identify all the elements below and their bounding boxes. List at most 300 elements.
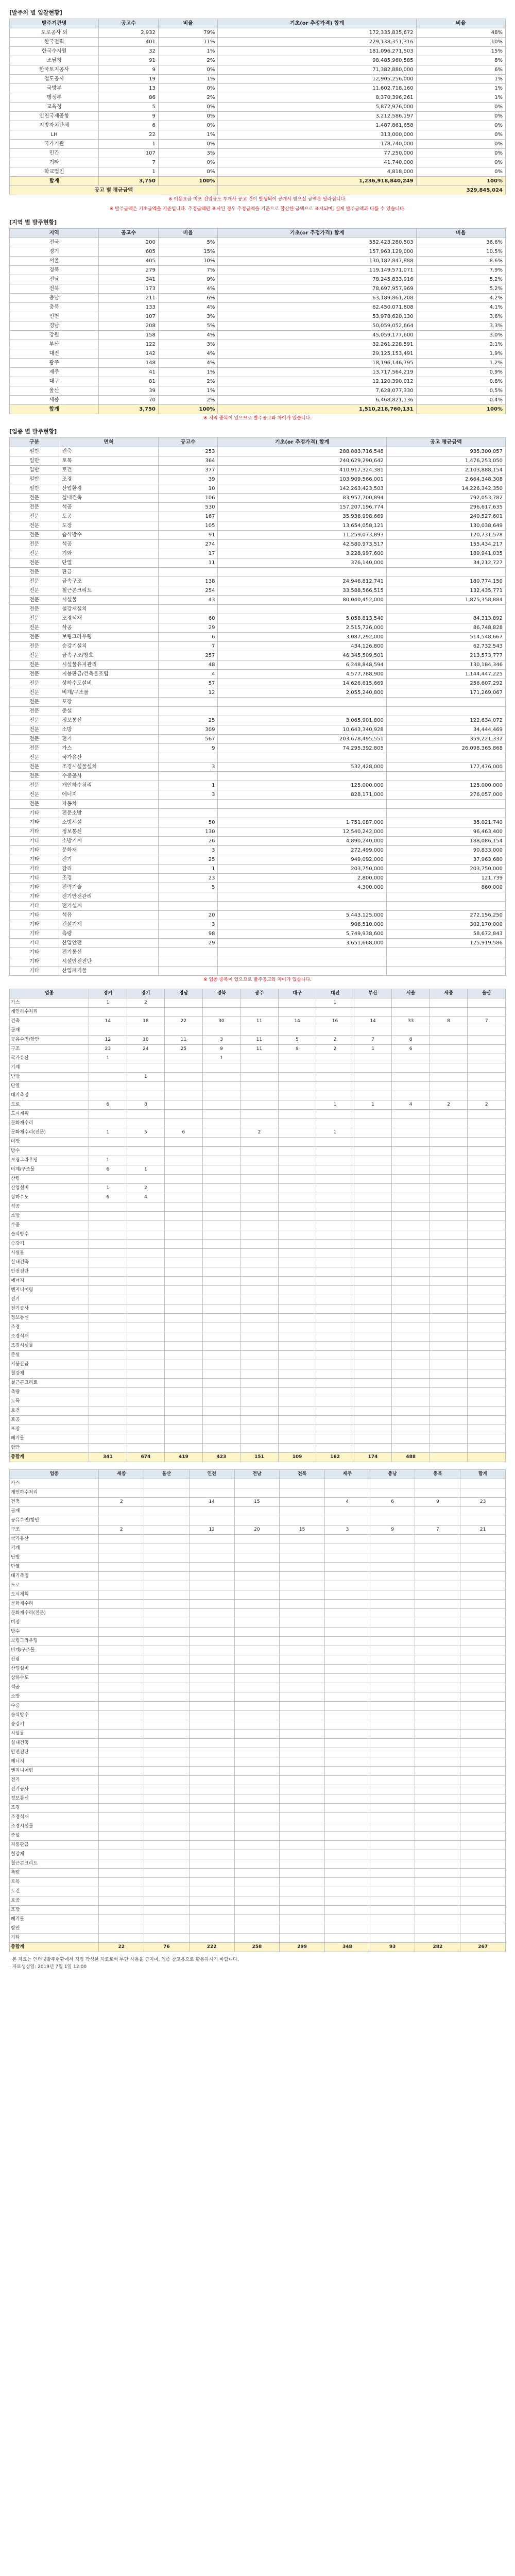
sec5-cell <box>234 1683 280 1692</box>
sec2-cell: 53,978,620,130 <box>218 312 416 321</box>
sec5-cell <box>99 1896 144 1906</box>
sec5-cell <box>280 1841 325 1850</box>
sec2-table-row <box>10 386 506 396</box>
sec4-cell <box>278 1054 316 1063</box>
sec4-cell <box>241 1026 279 1036</box>
sec4-cell <box>165 1369 203 1379</box>
sec5-cell <box>99 1794 144 1804</box>
sec4-cell <box>278 1110 316 1119</box>
sec3-cell: 1 <box>158 781 218 790</box>
sec5-cell <box>280 1535 325 1544</box>
sec4-cell: 측량 <box>10 1388 89 1397</box>
sec5-cell <box>280 1896 325 1906</box>
sec5-cell <box>460 1850 506 1859</box>
sec5-cell: 문화재수리(전문) <box>10 1609 99 1618</box>
sec4-cell <box>165 1054 203 1063</box>
sec5-cell <box>189 1609 234 1618</box>
sec4-cell <box>127 1425 165 1434</box>
sec2-cell: 41 <box>99 368 159 377</box>
sec4-cell <box>316 1221 354 1230</box>
sec5-cell <box>144 1878 190 1887</box>
sec4-cell <box>202 1314 241 1323</box>
sec2-cell: 충남 <box>10 294 99 303</box>
sec4-cell <box>165 1110 203 1119</box>
sec5-cell <box>144 1544 190 1553</box>
sec4-cell: 6 <box>89 1193 127 1202</box>
sec5-table-row <box>10 1850 506 1859</box>
sec4-cell <box>165 1379 203 1388</box>
sec4-cell <box>89 1073 127 1082</box>
sec3-cell: 시설물 <box>59 596 159 605</box>
sec5-cell <box>234 1822 280 1832</box>
sec5-cell <box>280 1572 325 1581</box>
sec5-cell <box>189 1804 234 1813</box>
sec5-table-row <box>10 1748 506 1757</box>
sec5-cell <box>460 1878 506 1887</box>
sec5-cell <box>370 1637 415 1646</box>
sec5-cell: 76 <box>144 1943 190 1952</box>
sec4-cell <box>278 1388 316 1397</box>
sec4-cell <box>468 1036 506 1045</box>
sec5-cell <box>99 1665 144 1674</box>
sec3-cell: 288,883,716,548 <box>218 447 386 456</box>
sec4-cell: 341 <box>89 1453 127 1462</box>
sec5-cell <box>370 1822 415 1832</box>
sec2-table <box>9 228 506 414</box>
sec5-cell: 수중 <box>10 1702 99 1711</box>
sec4-cell <box>430 1221 468 1230</box>
sec4-cell <box>354 1416 392 1425</box>
sec2-cell: 3.3% <box>416 321 505 331</box>
sec3-table-row <box>10 558 506 568</box>
sec4-cell <box>392 1277 430 1286</box>
sec1-cell: 국방부 <box>10 84 99 93</box>
sec5-table-row <box>10 1646 506 1655</box>
sec3-cell: 전문 <box>10 698 59 707</box>
sec1-cell: 2% <box>158 93 218 103</box>
sec4-cell <box>354 1249 392 1258</box>
sec3-cell <box>386 772 505 781</box>
sec5-cell <box>415 1794 460 1804</box>
sec4-cell: 총합계 <box>10 1453 89 1462</box>
sec3-cell: 기타 <box>10 818 59 827</box>
sec4-cell <box>241 1073 279 1082</box>
sec3-cell: 5 <box>158 883 218 892</box>
sec1-cell: 181,096,271,503 <box>218 47 416 56</box>
sec5-cell <box>460 1748 506 1757</box>
sec4-cell: 2 <box>468 1100 506 1110</box>
sec2-cell: 3% <box>158 340 218 349</box>
sec2-cell: 279 <box>99 266 159 275</box>
sec3-cell: 전력기술 <box>59 883 159 892</box>
sec4-cell <box>316 1156 354 1165</box>
sec5-cell <box>460 1544 506 1553</box>
sec4-cell <box>354 1193 392 1202</box>
sec4-cell <box>316 1230 354 1240</box>
sec5-cell <box>280 1730 325 1739</box>
sec2-cell: 157,963,129,000 <box>218 247 416 257</box>
sec1-cell: 0% <box>158 121 218 130</box>
sec5-cell <box>460 1692 506 1702</box>
sec4-cell <box>278 1165 316 1175</box>
sec4-cell <box>127 1230 165 1240</box>
sec5-cell <box>144 1794 190 1804</box>
sec5-cell <box>370 1581 415 1590</box>
sec5-cell: 299 <box>280 1943 325 1952</box>
sec3-cell: 2,664,348,308 <box>386 475 505 484</box>
sec4-cell <box>392 1221 430 1230</box>
sec4-cell <box>354 1165 392 1175</box>
sec5-cell <box>99 1553 144 1563</box>
sec2-cell: 0.4% <box>416 396 505 405</box>
sec1-cell: 32 <box>99 47 159 56</box>
sec5-header-3: 인천 <box>189 1470 234 1479</box>
sec4-cell <box>89 1212 127 1221</box>
sec4-cell <box>165 1156 203 1165</box>
sec4-cell <box>127 1221 165 1230</box>
sec2-cell: 50,059,052,664 <box>218 321 416 331</box>
sec5-cell <box>234 1794 280 1804</box>
sec5-cell <box>280 1655 325 1665</box>
sec5-cell <box>325 1535 370 1544</box>
sec5-cell <box>234 1646 280 1655</box>
sec5-cell <box>280 1804 325 1813</box>
sec4-cell <box>127 1138 165 1147</box>
sec4-cell <box>127 1054 165 1063</box>
sec5-cell <box>325 1906 370 1915</box>
sec1-table-row <box>10 93 506 103</box>
sec5-cell <box>189 1711 234 1720</box>
sec4-cell <box>430 1110 468 1119</box>
sec5-cell <box>460 1767 506 1776</box>
sec2-cell: 5% <box>158 238 218 247</box>
sec3-table-row <box>10 586 506 596</box>
sec3-cell: 기와 <box>59 549 159 558</box>
sec3-cell: 828,171,000 <box>218 790 386 800</box>
sec5-cell <box>144 1730 190 1739</box>
sec4-cell <box>241 1295 279 1304</box>
sec5-table-row <box>10 1915 506 1924</box>
sec2-cell: 합계 <box>10 405 99 414</box>
sec5-cell <box>415 1535 460 1544</box>
sec3-cell: 10,643,340,928 <box>218 725 386 735</box>
sec2-table-row <box>10 377 506 386</box>
sec1-cell: 178,740,000 <box>218 140 416 149</box>
sec3-cell: 167 <box>158 512 218 521</box>
sec3-cell: 산업안전 <box>59 939 159 948</box>
sec1-cell: 한국수자원 <box>10 47 99 56</box>
sec5-cell <box>370 1878 415 1887</box>
sec3-cell: 14,226,342,350 <box>386 484 505 494</box>
sec5-cell <box>460 1924 506 1934</box>
sec3-cell: 121,739 <box>386 874 505 883</box>
sec5-cell <box>144 1804 190 1813</box>
sec3-cell <box>386 892 505 902</box>
sec3-cell: 10 <box>158 484 218 494</box>
sec4-table-row <box>10 1202 506 1212</box>
sec3-cell: 전문 <box>10 586 59 596</box>
sec2-table-row <box>10 238 506 247</box>
sec2-cell: 4.1% <box>416 303 505 312</box>
sec3-cell: 155,434,217 <box>386 540 505 549</box>
sec5-cell <box>370 1600 415 1609</box>
sec4-cell <box>241 1388 279 1397</box>
sec3-cell: 359,221,332 <box>386 735 505 744</box>
sec5-cell <box>370 1776 415 1785</box>
sec3-table-row <box>10 642 506 651</box>
sec3-cell: 개인하수처리 <box>59 781 159 790</box>
sec4-cell <box>241 1184 279 1193</box>
sec3-cell <box>218 698 386 707</box>
sec3-cell: 전문 <box>10 679 59 688</box>
sec4-cell: 2 <box>316 1036 354 1045</box>
sec4-cell <box>354 1082 392 1091</box>
sec4-table-row <box>10 1323 506 1332</box>
sec3-cell: 203,750,000 <box>386 865 505 874</box>
sec5-header-6: 제주 <box>325 1470 370 1479</box>
sec4-header-1: 경기 <box>89 989 127 998</box>
sec4-cell <box>468 1267 506 1277</box>
sec4-table-row <box>10 1054 506 1063</box>
sec4-cell <box>316 1240 354 1249</box>
sec5-table-row <box>10 1526 506 1535</box>
sec5-cell <box>99 1757 144 1767</box>
sec4-cell <box>278 1369 316 1379</box>
sec5-table-row <box>10 1934 506 1943</box>
sec4-cell <box>468 1351 506 1360</box>
sec5-cell <box>189 1544 234 1553</box>
sec5-cell: 습식방수 <box>10 1711 99 1720</box>
sec5-cell <box>370 1553 415 1563</box>
sec4-cell <box>316 1267 354 1277</box>
sec3-cell: 296,617,635 <box>386 503 505 512</box>
sec5-cell <box>415 1934 460 1943</box>
sec3-cell: 125,000,000 <box>386 781 505 790</box>
sec5-cell <box>189 1628 234 1637</box>
sec3-cell: 26,098,365,868 <box>386 744 505 753</box>
sec4-table-row <box>10 1304 506 1314</box>
sec5-table-row <box>10 1553 506 1563</box>
sec5-cell <box>144 1507 190 1516</box>
sec5-cell: 지붕판금 <box>10 1841 99 1850</box>
sec4-cell <box>202 1128 241 1138</box>
sec5-cell <box>415 1767 460 1776</box>
sec4-cell <box>430 1008 468 1017</box>
sec4-cell <box>241 1119 279 1128</box>
sec4-cell <box>241 998 279 1008</box>
sec5-cell <box>325 1683 370 1692</box>
sec2-cell: 3% <box>158 312 218 321</box>
sec4-cell: 엔지니어링 <box>10 1286 89 1295</box>
sec3-header-4: 공고 평균금액 <box>386 438 505 447</box>
sec4-cell <box>354 1267 392 1277</box>
sec2-cell: 63,189,861,208 <box>218 294 416 303</box>
sec4-cell <box>202 1369 241 1379</box>
sec4-cell <box>430 1202 468 1212</box>
sec3-cell <box>386 800 505 809</box>
sec4-cell <box>468 1360 506 1369</box>
sec4-cell <box>392 998 430 1008</box>
sec4-cell <box>165 1397 203 1406</box>
sec5-cell <box>370 1563 415 1572</box>
sec4-cell <box>241 1249 279 1258</box>
sec5-cell <box>99 1887 144 1896</box>
sec4-cell <box>316 1175 354 1184</box>
sec4-table-row <box>10 1212 506 1221</box>
sec4-cell <box>202 1332 241 1342</box>
sec2-note: ※ 지역 중복이 있으므로 발주공고와 차이가 있습니다. <box>203 416 312 421</box>
sec4-cell <box>392 1202 430 1212</box>
sec3-table-row <box>10 456 506 466</box>
sec5-cell <box>325 1618 370 1628</box>
sec4-cell: 2 <box>316 1045 354 1054</box>
sec5-cell <box>234 1637 280 1646</box>
sec5-cell <box>99 1730 144 1739</box>
sec2-cell: 3,750 <box>99 405 159 414</box>
sec2-cell: 강원 <box>10 331 99 340</box>
sec4-cell <box>316 1323 354 1332</box>
sec4-cell <box>316 1008 354 1017</box>
sec4-cell: 1 <box>354 1045 392 1054</box>
sec2-cell: 158 <box>99 331 159 340</box>
sec3-cell: 1 <box>158 865 218 874</box>
sec5-cell <box>460 1813 506 1822</box>
sec4-cell <box>392 1184 430 1193</box>
sec5-table-row <box>10 1785 506 1794</box>
sec1-table-row <box>10 112 506 121</box>
sec3-cell: 62,732,543 <box>386 642 505 651</box>
sec4-cell <box>89 1342 127 1351</box>
sec5-cell <box>234 1767 280 1776</box>
sec2-table-row <box>10 247 506 257</box>
sec3-cell: 철강재설치 <box>59 605 159 614</box>
sec5-cell <box>144 1683 190 1692</box>
sec5-cell <box>189 1934 234 1943</box>
sec5-cell <box>460 1563 506 1572</box>
sec4-cell <box>89 1063 127 1073</box>
sec4-cell: 3 <box>202 1036 241 1045</box>
sec2-cell: 1% <box>158 368 218 377</box>
sec1-table-row <box>10 167 506 177</box>
sec1-cell: 9 <box>99 65 159 75</box>
sec3-table-row <box>10 679 506 688</box>
sec1-cell: 91 <box>99 56 159 65</box>
sec3-cell: 기타 <box>10 827 59 837</box>
sec5-header-9: 합계 <box>460 1470 506 1479</box>
sec4-cell <box>392 1360 430 1369</box>
sec4-cell <box>241 1100 279 1110</box>
sec1-cell: 71,382,880,000 <box>218 65 416 75</box>
sec2-cell: 4.2% <box>416 294 505 303</box>
sec4-cell <box>241 1212 279 1221</box>
sec5-cell <box>370 1730 415 1739</box>
sec4-table-row <box>10 1100 506 1110</box>
sec5-cell <box>415 1581 460 1590</box>
sec5-table-row <box>10 1609 506 1618</box>
sec4-cell <box>392 1332 430 1342</box>
sec5-cell <box>144 1516 190 1526</box>
sec4-cell <box>316 1434 354 1444</box>
sec3-cell: 122,634,072 <box>386 716 505 725</box>
sec5-cell: 측량 <box>10 1869 99 1878</box>
sec3-cell <box>158 772 218 781</box>
sec5-cell: 산림 <box>10 1655 99 1665</box>
sec3-cell: 256,607,292 <box>386 679 505 688</box>
sec5-cell <box>460 1553 506 1563</box>
sec4-cell <box>241 1332 279 1342</box>
sec3-cell: 86,748,828 <box>386 623 505 633</box>
sec4-table-row <box>10 1082 506 1091</box>
sec5-cell <box>415 1730 460 1739</box>
sec4-cell <box>241 1425 279 1434</box>
sec5-cell <box>280 1859 325 1869</box>
sec4-cell <box>278 1063 316 1073</box>
sec3-cell <box>158 707 218 716</box>
sec5-cell <box>460 1869 506 1878</box>
sec5-cell <box>99 1507 144 1516</box>
sec4-cell <box>468 1342 506 1351</box>
sec4-cell <box>127 1332 165 1342</box>
sec4-cell <box>392 1063 430 1073</box>
sec5-cell <box>189 1850 234 1859</box>
sec4-cell <box>278 1267 316 1277</box>
sec5-cell <box>370 1896 415 1906</box>
sec4-cell <box>316 1249 354 1258</box>
sec3-cell: 전문 <box>10 568 59 577</box>
sec5-cell <box>189 1665 234 1674</box>
sec4-cell <box>241 1379 279 1388</box>
sec5-cell <box>280 1674 325 1683</box>
sec4-cell <box>354 1425 392 1434</box>
sec4-cell <box>468 998 506 1008</box>
sec5-cell <box>370 1702 415 1711</box>
sec3-cell: 9 <box>158 744 218 753</box>
sec5-cell <box>415 1590 460 1600</box>
sec5-cell <box>415 1516 460 1526</box>
sec5-cell <box>189 1869 234 1878</box>
sec1-cell: 0% <box>158 84 218 93</box>
sec5-cell <box>325 1646 370 1655</box>
sec4-cell <box>241 1277 279 1286</box>
sec4-cell <box>127 1156 165 1165</box>
sec5-cell <box>189 1859 234 1869</box>
sec4-table-row <box>10 1314 506 1323</box>
sec3-table-row <box>10 902 506 911</box>
sec5-cell <box>415 1507 460 1516</box>
sec4-cell <box>430 1240 468 1249</box>
sec5-cell <box>460 1618 506 1628</box>
sec4-table-row <box>10 1267 506 1277</box>
sec4-cell <box>165 1286 203 1295</box>
sec5-cell: 12 <box>189 1526 234 1535</box>
sec4-cell <box>165 1277 203 1286</box>
sec5-cell <box>189 1655 234 1665</box>
sec4-cell <box>468 1277 506 1286</box>
sec1-cell: 0% <box>158 158 218 167</box>
sec5-cell <box>189 1692 234 1702</box>
sec4-cell <box>165 1119 203 1128</box>
sec4-cell <box>278 1249 316 1258</box>
sec4-cell: 토공 <box>10 1416 89 1425</box>
sec3-cell: 276,057,000 <box>386 790 505 800</box>
sec4-cell <box>165 1193 203 1202</box>
sec5-cell <box>144 1720 190 1730</box>
sec1-cell: 0% <box>158 112 218 121</box>
sec5-cell <box>370 1516 415 1526</box>
sec5-cell <box>370 1804 415 1813</box>
sec4-cell <box>468 1406 506 1416</box>
sec5-cell <box>189 1563 234 1572</box>
